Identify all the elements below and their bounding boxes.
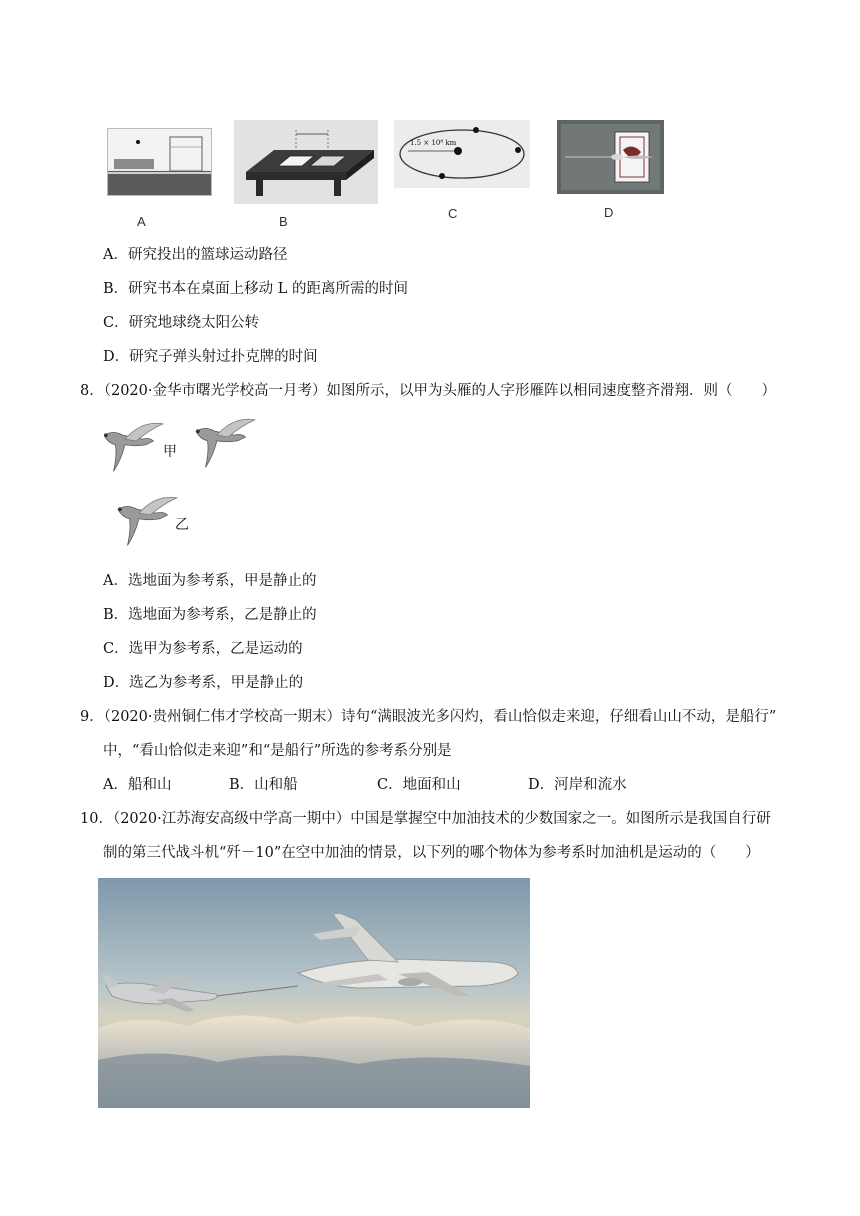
q8-option-a: A．选地面为参考系，甲是静止的 [103,573,317,589]
q7-option-b: B．研究书本在桌面上移动 L 的距离所需的时间 [103,281,409,297]
q9-option-a: A．船和山 [103,777,172,793]
aerial-refueling-photo [98,878,530,1108]
figure-a-basketball-photo [107,128,212,196]
q10-stem-line1: 10．（2020·江苏海安高级中学高一期中）中国是掌握空中加油技术的少数国家之一。如图所示是我国自行研 [80,811,771,827]
geese-formation-figure [104,416,270,558]
figure-d-bullet-card [557,120,664,194]
q8-option-c: C．选甲为参考系，乙是运动的 [103,641,303,657]
q7-option-a: A．研究投出的篮球运动路径 [103,247,288,263]
goose-label-yi: 乙 [175,517,189,533]
q9-stem-line1: 9．（2020·贵州铜仁伟才学校高一期末）诗句“满眼波光多闪灼，看山恰似走来迎，仔细看山山不动，是船行” [80,709,777,725]
q10-stem-line2: 制的第三代战斗机“歼－10”在空中加油的情景，以下列的哪个物体为参考系时加油机是运动的（ ） [103,845,760,861]
figure-c-earth-orbit [394,120,530,188]
figure-c-distance-annotation: 1.5 × 10⁸ km [410,139,457,147]
q8-option-b: B．选地面为参考系，乙是静止的 [103,607,317,623]
figure-b-label: B [279,214,288,229]
q9-option-c: C．地面和山 [377,777,461,793]
q8-stem: 8．（2020·金华市曙光学校高一月考）如图所示，以甲为头雁的人字形雁阵以相同速度整齐滑翔．则（ ） [80,383,776,399]
figure-d-label: D [604,205,614,220]
q8-option-d: D．选乙为参考系，甲是静止的 [103,675,304,691]
q9-option-b: B．山和船 [229,777,298,793]
q9-stem-line2: 中，“看山恰似走来迎”和“是船行”所选的参考系分别是 [103,743,452,759]
figure-c-label: C [448,206,458,221]
figure-b-book-on-table [234,120,378,204]
goose-label-jia: 甲 [163,444,177,460]
q9-option-d: D．河岸和流水 [528,777,627,793]
figure-a-label: A [137,214,146,229]
q7-option-d: D．研究子弹头射过扑克牌的时间 [103,349,318,365]
q7-option-c: C．研究地球绕太阳公转 [103,315,260,331]
